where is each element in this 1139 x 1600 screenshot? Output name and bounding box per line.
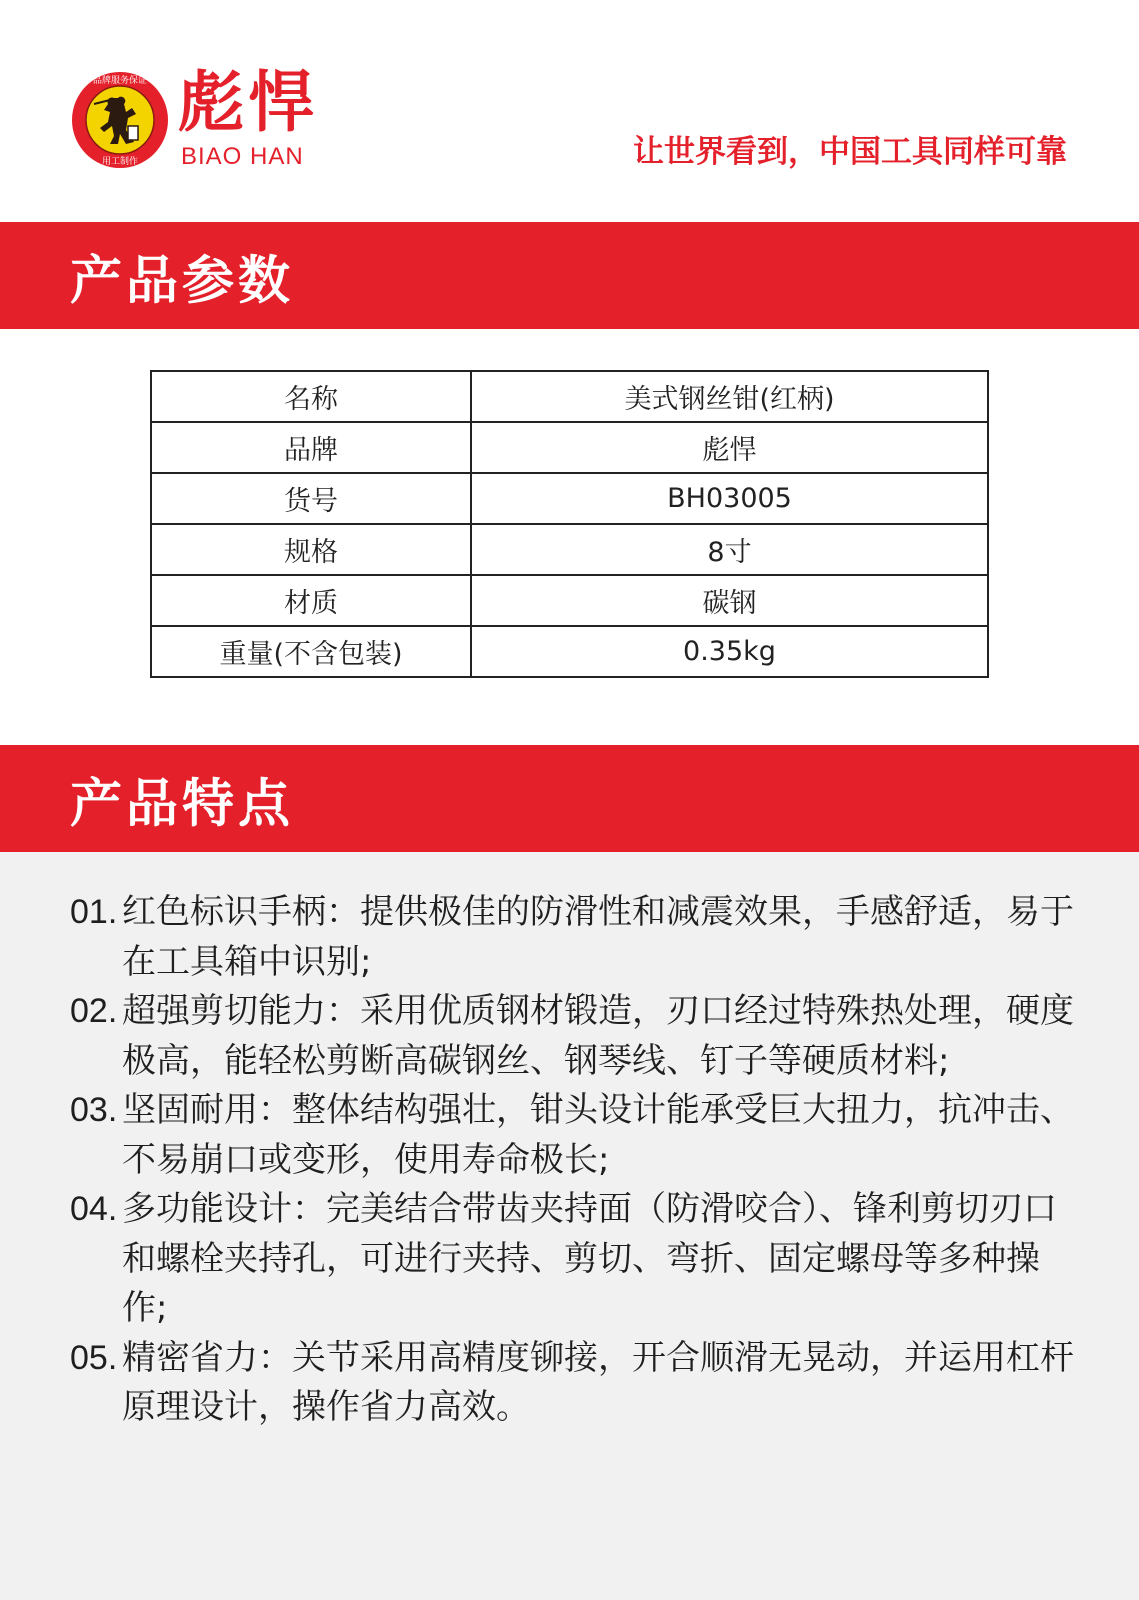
param-key: 货号 bbox=[151, 473, 471, 524]
param-value: 美式钢丝钳(红柄) bbox=[471, 371, 988, 422]
param-value: 0.35kg bbox=[471, 626, 988, 677]
param-key: 材质 bbox=[151, 575, 471, 626]
param-value: 彪悍 bbox=[471, 422, 988, 473]
emblem-text-top: 品牌服务保证 bbox=[92, 76, 148, 86]
list-item bbox=[70, 1334, 1080, 1433]
param-value: 8寸 bbox=[471, 524, 988, 575]
list-item bbox=[70, 987, 1080, 1086]
features-section bbox=[0, 852, 1139, 1600]
feature-text: 超强剪切能力：采用优质钢材锻造，刃口经过特殊热处理，硬度极高，能轻松剪断高碳钢丝、钢琴线、钉子等硬质材料; bbox=[122, 991, 1074, 1081]
slogan: 让世界看到，中国工具同样可靠 bbox=[633, 134, 1067, 170]
params-title: 产品参数 bbox=[70, 251, 295, 311]
feature-number: 04. bbox=[70, 1190, 118, 1228]
table-row bbox=[151, 524, 988, 575]
table-row bbox=[151, 422, 988, 473]
emblem-text-bottom: 用工制作 bbox=[101, 157, 139, 167]
param-key: 规格 bbox=[151, 524, 471, 575]
brand-emblem-icon bbox=[70, 70, 170, 170]
feature-number: 01. bbox=[70, 893, 118, 931]
table-row bbox=[151, 575, 988, 626]
table-row bbox=[151, 371, 988, 422]
param-key: 名称 bbox=[151, 371, 471, 422]
feature-text: 多功能设计：完美结合带齿夹持面（防滑咬合）、锋利剪切刃口和螺栓夹持孔，可进行夹持、剪切、弯折、固定螺母等多种操作; bbox=[122, 1189, 1057, 1328]
brand-name-en: BIAO HAN bbox=[181, 143, 304, 170]
table-row bbox=[151, 473, 988, 524]
table-row bbox=[151, 626, 988, 677]
param-key: 品牌 bbox=[151, 422, 471, 473]
feature-text: 红色标识手柄：提供极佳的防滑性和减震效果，手感舒适，易于在工具箱中识别; bbox=[122, 892, 1074, 982]
brand-name-cn: 彪悍 bbox=[178, 63, 318, 141]
feature-number: 02. bbox=[70, 992, 118, 1030]
list-item bbox=[70, 888, 1080, 987]
feature-text: 坚固耐用：整体结构强壮，钳头设计能承受巨大扭力，抗冲击、不易崩口或变形，使用寿命极长; bbox=[122, 1090, 1074, 1180]
param-value: BH03005 bbox=[471, 473, 988, 524]
feature-number: 03. bbox=[70, 1091, 118, 1129]
features-header-band bbox=[0, 745, 1139, 852]
list-item bbox=[70, 1086, 1080, 1185]
params-section bbox=[0, 329, 1139, 745]
feature-text: 精密省力：关节采用高精度铆接，开合顺滑无晃动，并运用杠杆原理设计，操作省力高效。 bbox=[122, 1337, 1074, 1427]
param-key: 重量(不含包装) bbox=[151, 626, 471, 677]
header bbox=[0, 0, 1139, 222]
features-title: 产品特点 bbox=[70, 774, 295, 834]
params-header-band bbox=[0, 222, 1139, 329]
features-list bbox=[70, 888, 1080, 1433]
param-value: 碳钢 bbox=[471, 575, 988, 626]
feature-number: 05. bbox=[70, 1338, 118, 1377]
list-item bbox=[70, 1185, 1080, 1334]
params-table bbox=[150, 370, 989, 678]
